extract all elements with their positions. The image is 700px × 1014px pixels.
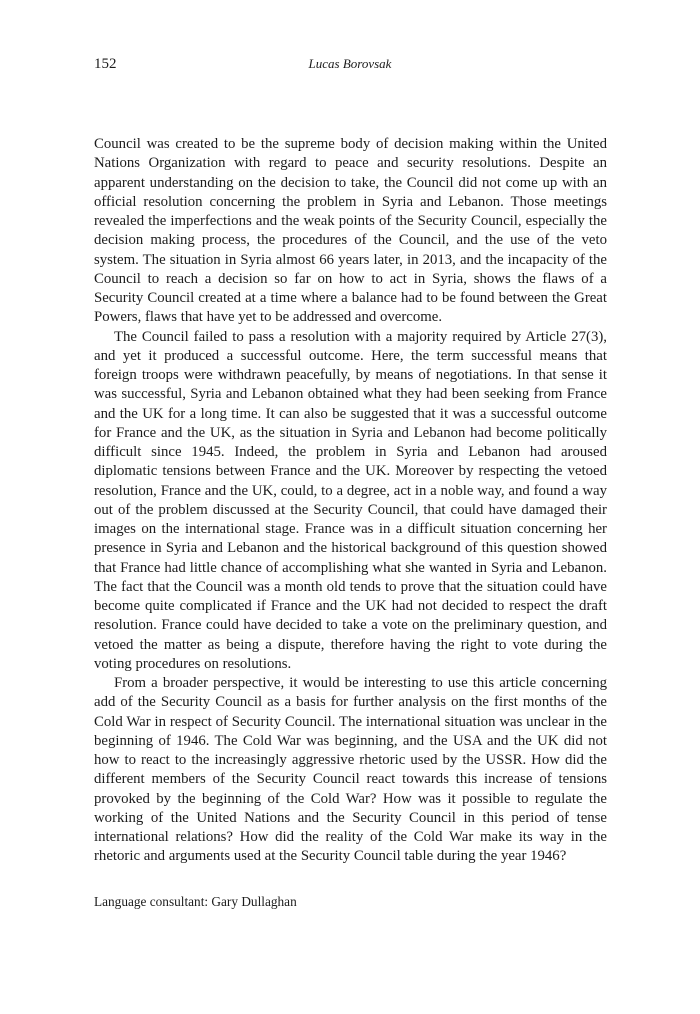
page-header bbox=[94, 54, 606, 74]
body-text bbox=[94, 135, 607, 867]
running-head-author: Lucas Borovsak bbox=[308, 56, 392, 71]
language-consultant-note: Language consultant: Gary Dullaghan bbox=[94, 894, 297, 909]
paragraph-1: Council was created to be the supreme body of decision making within the United Nations Organization with regard to peace and security resolutions. Despite an apparent understanding on the decision to take, the Council did not come up with an official resolution concerning the problem in Syria and Lebanon. Those meetings revealed the imperfections and the weak points of the Security Council, especially the decision making process, the procedures of the Council, and the use of the veto system. The situation in Syria almost 66 years later, in 2013, and the incapacity of the Council to reach a decision so far on how to act in Syria, shows the flaws of a Security Council created at a time where a balance had to be found between the Great Powers, flaws that have yet to be addressed and overcome. bbox=[94, 136, 607, 326]
paragraph-3: From a broader perspective, it would be interesting to use this article concerning add of the Security Council as a basis for further analysis on the first months of the Cold War in respect of Security Council. The international situation was unclear in the beginning of 1946. The Cold War was beginning, and the USA and the UK did not how to react to the increasingly aggressive rhetoric used by the USSR. How did the different members of the Security Council react towards this increase of tensions provoked by the beginning of the Cold War? How was it possible to regulate the working of the United Nations and the Security Council in this period of tense international relations? How did the reality of the Cold War make its way in the rhetoric and arguments used at the Security Council table during the year 1946? bbox=[94, 675, 607, 865]
page-number: 152 bbox=[94, 56, 117, 72]
paragraph-2: The Council failed to pass a resolution with a majority required by Article 27(3), and yet it produced a successful outcome. Here, the term successful means that foreign troops were withdrawn peacefully, by means of negotiations. In that sense it was successful, Syria and Lebanon obtained what they had been seeking from France and the UK for a long time. It can also be suggested that it was a successful outcome for France and the UK, as the situation in Syria and Lebanon had become politically difficult since 1945. Indeed, the problem in Syria and Lebanon had aroused diplomatic tensions between France and the UK. Moreover by respecting the vetoed resolution, France and the UK, could, to a degree, act in a noble way, and found a way out of the problem discussed at the Security Council, that could have damaged their images on the international stage. France was in a difficult situation concerning her presence in Syria and Lebanon and the historical background of this question showed that France had little chance of accomplishing what she wanted in Syria and Lebanon. The fact that the Council was a month old tends to prove that the situation could have become quite complicated if France and the UK had not decided to respect the draft resolution. France could have decided to take a vote on the preliminary question, and vetoed the matter as being a dispute, therefore having the right to vote during the voting procedures on resolutions. bbox=[94, 328, 607, 672]
